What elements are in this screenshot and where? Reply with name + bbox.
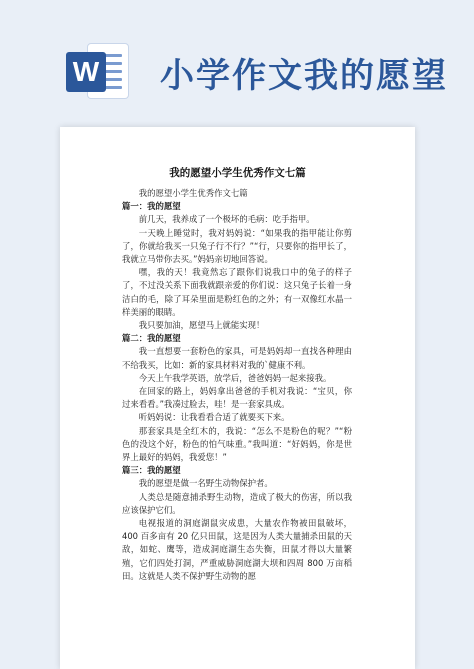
paragraph: 我的愿望是做一名野生动物保护者。	[138, 478, 273, 489]
paragraph: 我的愿望小学生优秀作文七篇	[138, 188, 248, 198]
paragraph: 我只要加油，愿望马上就能实现！	[138, 320, 265, 331]
paragraph: 前几天，我养成了一个极坏的毛病：吃手指甲。	[138, 214, 315, 225]
paragraph: 嘿，我的天！我竟然忘了跟你们说我口中的兔子的样子了，不过没关系下面我就跟亲爱的你们说：这只兔子长着一身洁白的毛，除了耳朵里面是粉红色的之外；有一双像红水晶一样美丽的眼睛。	[122, 267, 352, 317]
paragraph: 那套家具是全红木的，我说：“怎么不是粉色的呢？”“粉色的没这个好，粉色的怕气味重。”我叫道：“好妈妈，你是世界上最好的妈妈，我爱您！”	[122, 425, 352, 463]
document-body	[122, 187, 352, 583]
word-icon-letter: W	[66, 52, 106, 92]
paragraph: 在回家的路上，妈妈拿出爸爸的手机对我说：“宝贝，你过来看看。”我凑过脸去，哇！是一套家具成。	[122, 386, 352, 410]
section-heading: 篇三：我的愿望	[122, 465, 181, 476]
banner-title: 小学作文我的愿望	[160, 56, 448, 96]
paragraph: 人类总是随意捕杀野生动物，造成了极大的伤害，所以我应该保护它们。	[122, 491, 352, 515]
section-heading: 篇一：我的愿望	[122, 201, 181, 212]
word-document-icon	[66, 40, 128, 102]
paragraph: 电视报道的洞庭湖鼠灾成患，大量农作物被田鼠破坏，400 百多亩有 20 亿只田鼠，这是因为人类大量捕杀田鼠的天敌，如蛇、鹰等，造成洞庭湖生态失衡，田鼠才得以大量繁殖，它们四处打洞，严重威胁洞庭湖大坝和四周 800 万亩稻田。这就是人类不保护野生动物的愿	[122, 518, 352, 581]
paragraph: 我一直想要一套粉色的家具，可是妈妈却一直找各种理由不给我买，比如：新的家具材料对我的`健康不利。	[122, 346, 352, 370]
paragraph: 听妈妈说：让我看看合适了就要买下来。	[138, 412, 290, 423]
document-title: 我的愿望小学生优秀作文七篇	[169, 167, 306, 179]
document-page	[60, 127, 415, 669]
banner	[0, 0, 474, 120]
section-heading: 篇二：我的愿望	[122, 333, 181, 344]
paragraph: 今天上午我学英语，放学后，爸爸妈妈一起来接我。	[138, 372, 332, 383]
paragraph: 一天晚上睡觉时，我对妈妈说：“如果我的指甲能让你剪了，你就给我买一只兔子行不行？”“行，只要你的指甲长了，我就立马带你去买。”妈妈亲切地回答说。	[122, 227, 352, 265]
